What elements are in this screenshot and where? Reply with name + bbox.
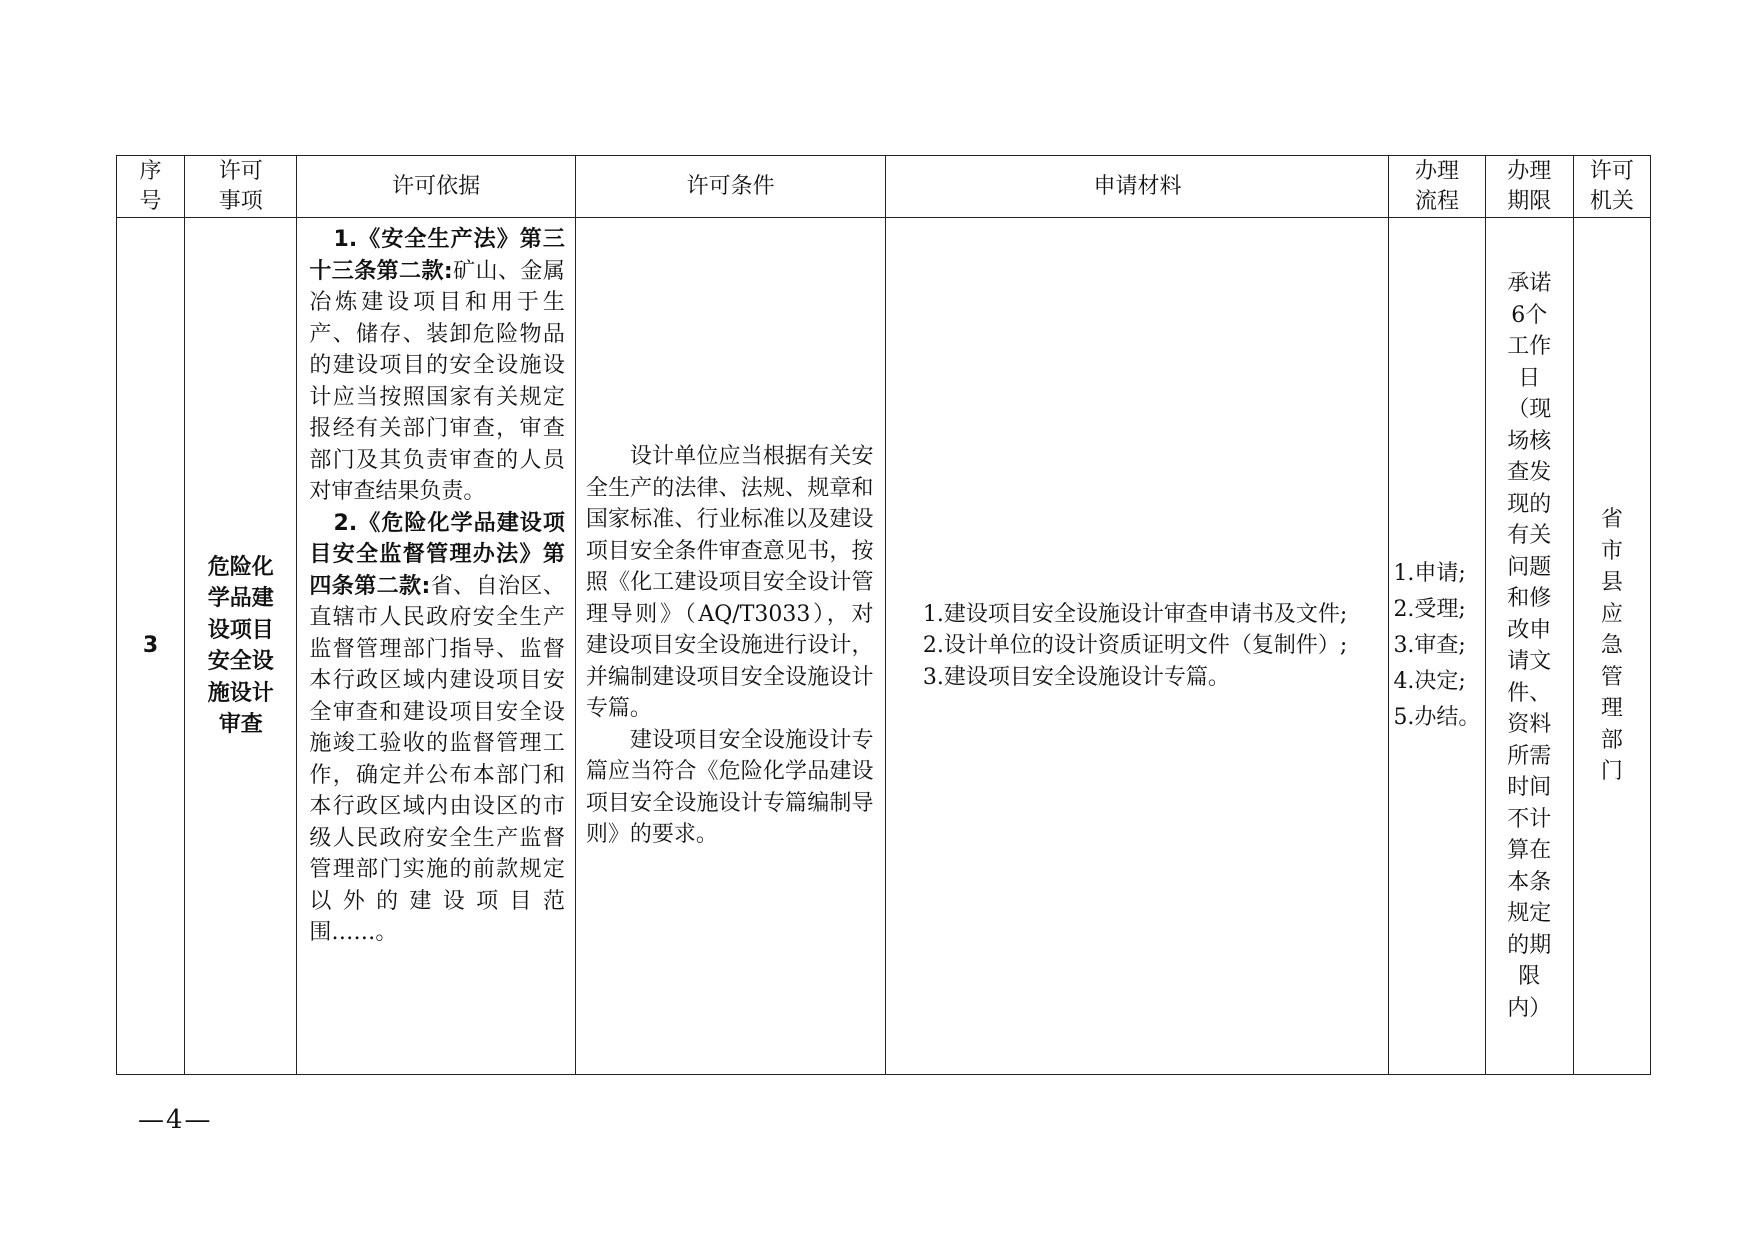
header-item: 许可事项 [185,156,297,218]
basis-1-heading: 1.《安全生产法》第三十三条第二款: [309,227,565,284]
basis-paragraph-2 [309,508,565,949]
header-authority: 许可机关 [1573,156,1650,218]
cell-term: 承诺6个工作日（现场核查发现的有关问题和修改申请文件、资料所需时间不计算在本条规定的期限内） [1485,218,1573,1075]
process-step-5: 5.办结。 [1393,705,1481,730]
material-item-3: 3.建设项目安全设施设计专篇。 [922,664,1230,690]
process-step-3: 3.审查; [1393,633,1466,658]
condition-paragraph-2: 建设项目安全设施设计专篇应当符合《危险化学品建设项目安全设施设计专篇编制导则》的要求。 [585,727,874,848]
cell-basis [297,218,576,1075]
table-header-row [117,156,1651,218]
table-row [117,218,1651,1075]
process-step-4: 4.决定; [1393,669,1466,694]
condition-paragraph-1: 设计单位应当根据有关安全生产的法律、法规、规章和国家标准、行业标准以及建设项目安全条件审查意见书，按照《化工建设项目安全设计管理导则》（AQ/T3033），对建设项目安全设施进行设计，并编制建设项目安全设施设计专篇。 [585,444,874,722]
cell-conditions [575,218,886,1075]
header-process: 办理流程 [1389,156,1485,218]
header-materials: 申请材料 [886,156,1389,218]
header-basis: 许可依据 [297,156,576,218]
header-conditions: 许可条件 [575,156,886,218]
header-seq: 序号 [117,156,185,218]
basis-2-heading: 2.《危险化学品建设项目安全监督管理办法》第四条第二款: [309,510,565,599]
header-term: 办理期限 [1485,156,1573,218]
item-text: 危险化学品建设项目安全设施设计审查 [207,554,274,737]
cell-seq: 3 [117,218,185,1075]
material-item-1: 1.建设项目安全设施设计审查申请书及文件; [922,601,1348,627]
basis-1-text: 矿山、金属冶炼建设项目和用于生产、储存、装卸危险物品的建设项目的安全设施设计应当按照国家有关规定报经有关部门审查，审查部门及其负责审查的人员对审查结果负责。 [309,258,565,504]
material-item-2: 2.设计单位的设计资质证明文件（复制件）; [922,633,1348,659]
cell-item [185,218,297,1075]
basis-paragraph-1 [309,224,565,508]
cell-materials [886,218,1389,1075]
basis-2-text: 省、自治区、直辖市人民政府安全生产监督管理部门指导、监督本行政区域内建设项目安全审查和建设项目安全设施竣工验收的监督管理工作，确定并公布本部门和本行政区域内由设区的市级人民政府安全生产监督管理部门实施的前款规定以外的建设项目范围……。 [309,573,565,945]
process-step-1: 1.申请; [1393,561,1466,586]
page-number: —4— [138,1105,213,1135]
cell-authority: 省市县应急管理部门 [1573,218,1650,1075]
process-step-2: 2.受理; [1393,597,1466,622]
cell-process [1389,218,1485,1075]
permit-table [116,155,1651,1075]
